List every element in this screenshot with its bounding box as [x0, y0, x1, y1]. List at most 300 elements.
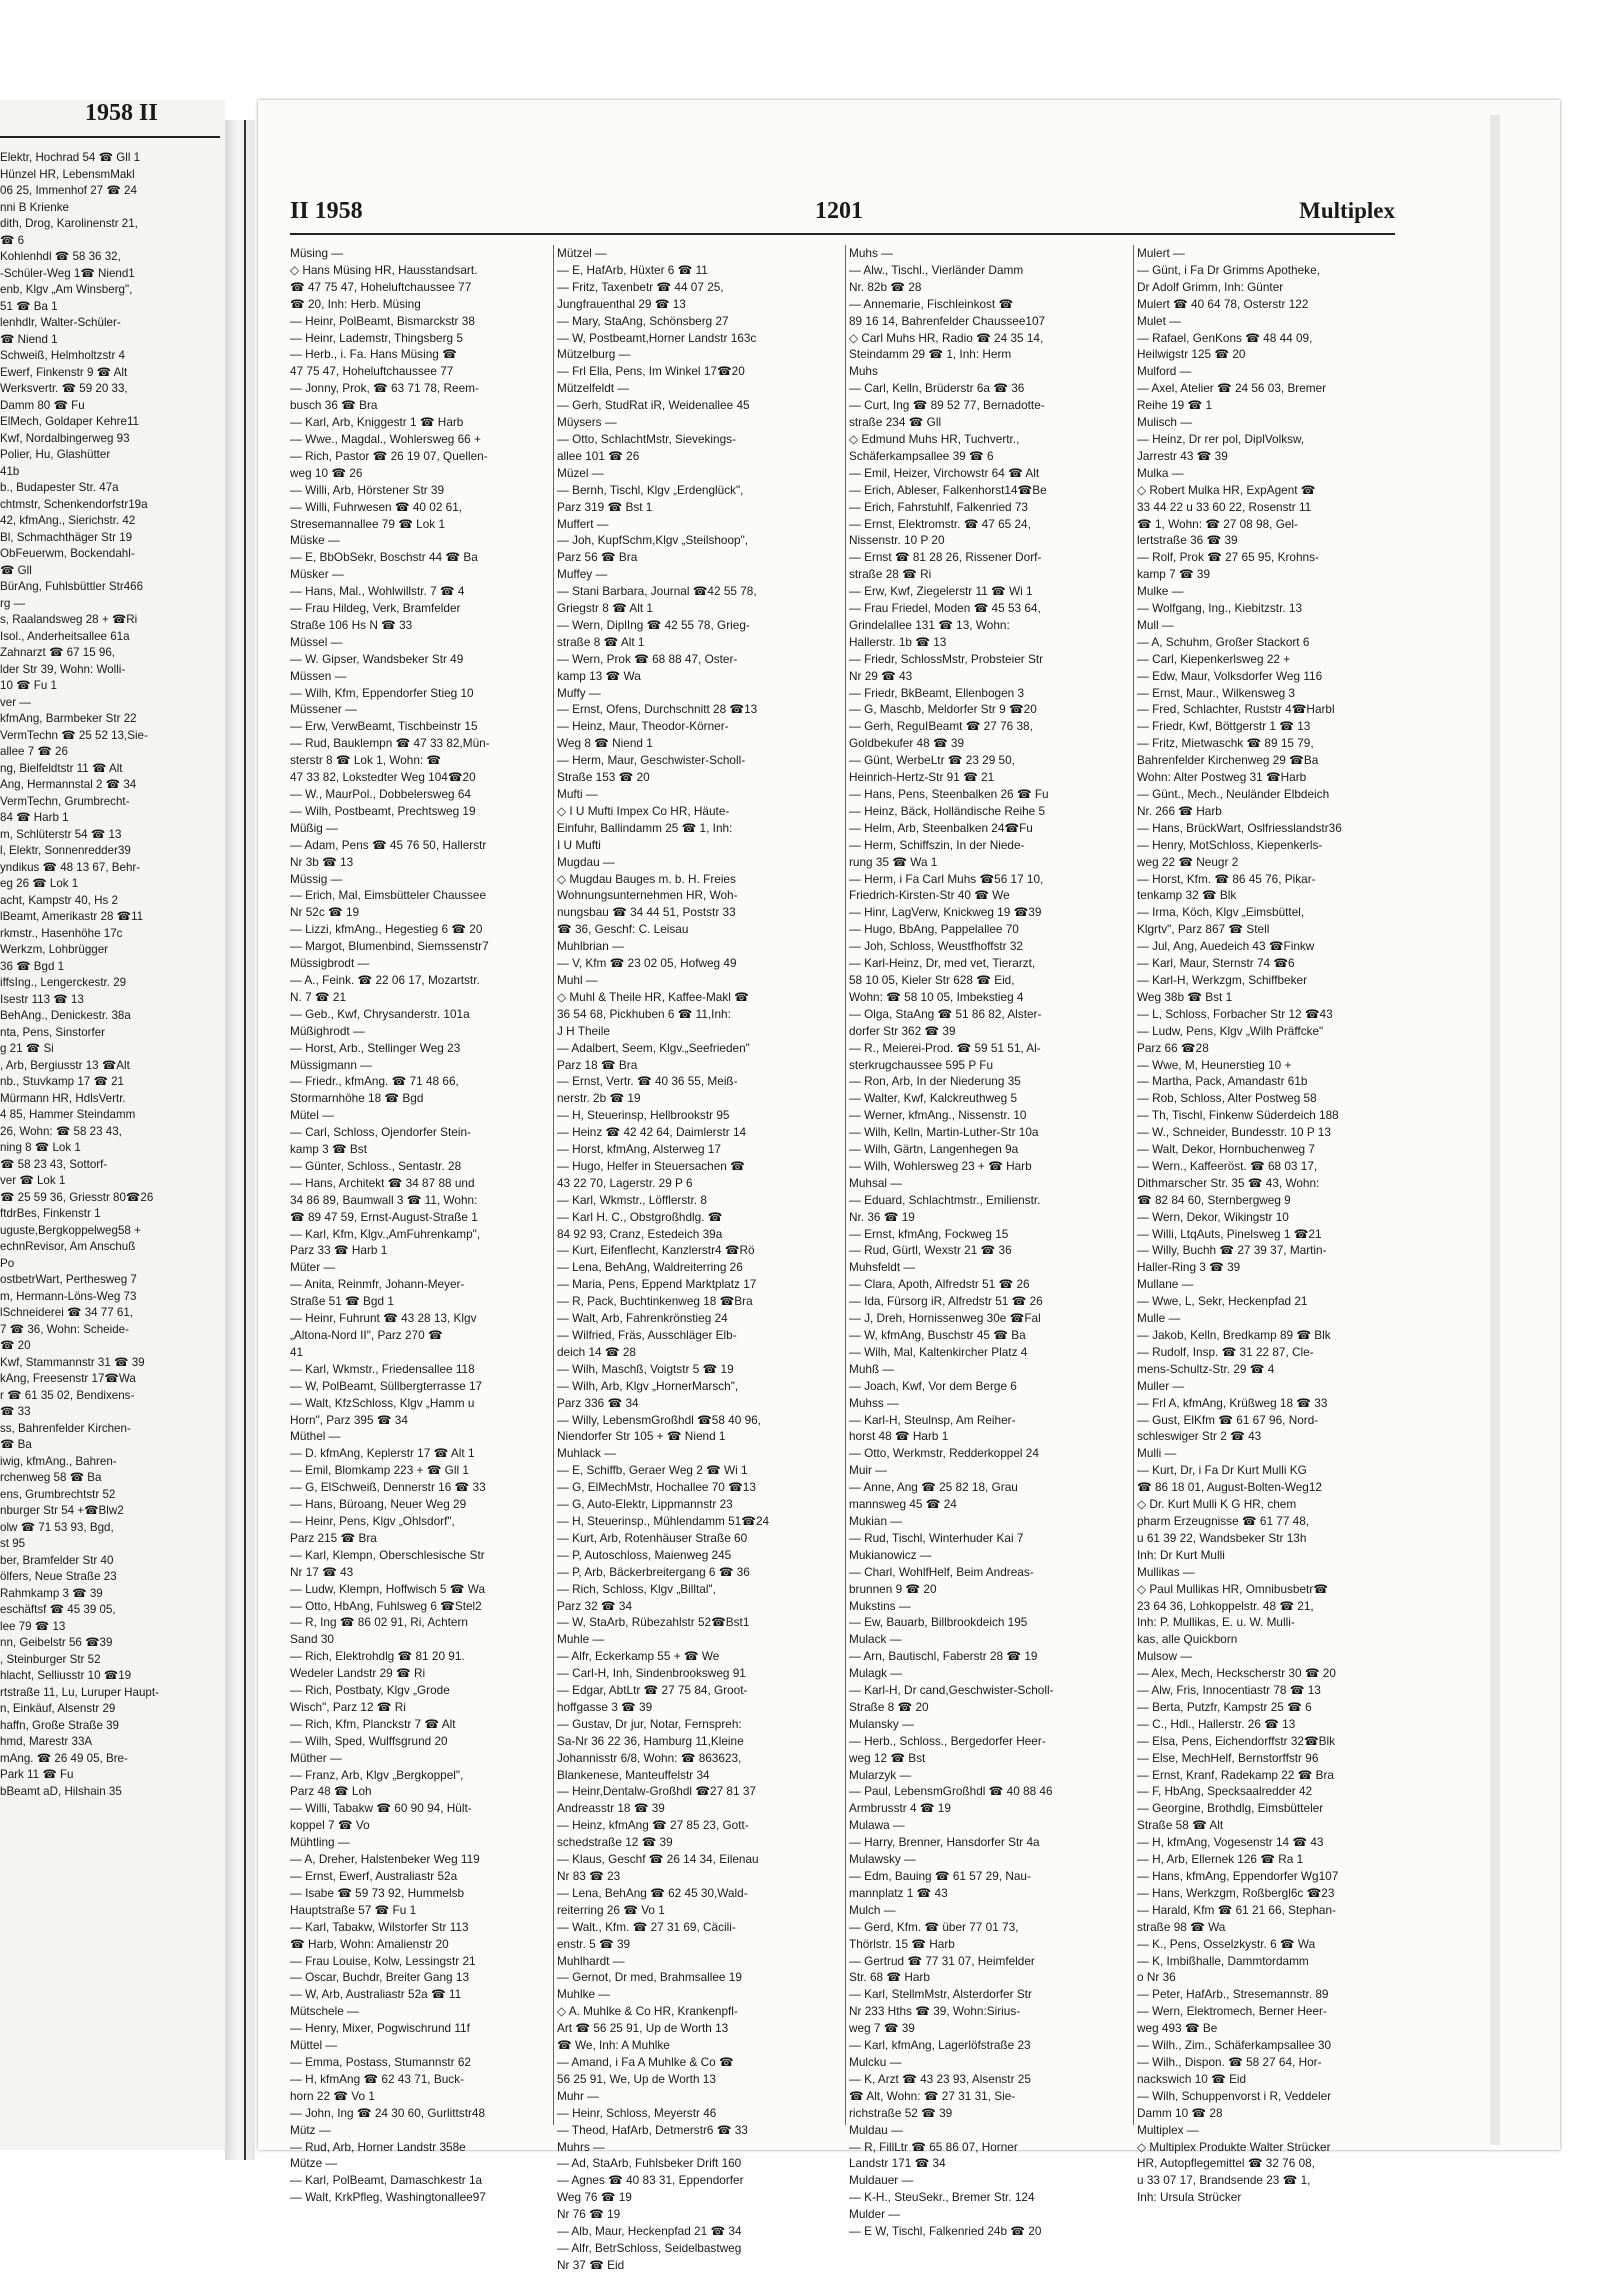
directory-entry-line: Armbrusstr 4 ☎ 19 [849, 1801, 951, 1816]
directory-entry-line: — Heinz, kfmAng ☎ 27 85 23, Gott- [557, 1818, 749, 1833]
margin-line: 06 25, Immenhof 27 ☎ 24 [0, 184, 137, 197]
directory-entry-line: — Walt., Kfm. ☎ 27 31 69, Cäcili- [557, 1919, 736, 1934]
directory-entry-line: — Ernst, Elektromstr. ☎ 47 65 24, [849, 516, 1031, 531]
directory-entry-line: — Karl, Wkmstr., Friedensallee 118 [290, 1361, 475, 1376]
directory-entry-line: Nr 233 Hths ☎ 39, Wohn:Sirius- [849, 2004, 1021, 2019]
directory-entry-line: N. 7 ☎ 21 [290, 989, 347, 1004]
margin-line: hmd, Marestr 33A [0, 1735, 93, 1748]
directory-entry-line: — E, HafArb, Hüxter 6 ☎ 11 [557, 262, 708, 277]
directory-entry-line: ◇ I U Mufti Impex Co HR, Häute- [557, 803, 730, 818]
margin-line: ning 8 ☎ Lok 1 [0, 1141, 81, 1154]
directory-entry-line: ◇ Carl Muhs HR, Radio ☎ 24 35 14, [849, 330, 1044, 345]
directory-entry-line: — Curt, Ing ☎ 89 52 77, Bernadotte- [849, 398, 1045, 413]
directory-entry-line: — Lizzi, kfmAng., Hegestieg 6 ☎ 20 [290, 922, 483, 937]
directory-entry-line: — Karl, Tabakw, Wilstorfer Str 113 [290, 1919, 469, 1934]
margin-line: ☎ 33 [0, 1405, 31, 1418]
directory-entry-line: Nissenstr. 10 P 20 [849, 533, 945, 548]
directory-entry-line: o Nr 36 [1137, 1970, 1176, 1985]
directory-entry-line: — Th, Tischl, Finkenw Süderdeich 188 [1137, 1108, 1339, 1123]
directory-entry-line: Nr 17 ☎ 43 [290, 1564, 354, 1579]
directory-entry-line: — R, Ing ☎ 86 02 91, Ri, Achtern [290, 1615, 468, 1630]
directory-entry-line: straße 8 ☎ Alt 1 [557, 634, 645, 649]
directory-entry-line: — V, Kfm ☎ 23 02 05, Hofweg 49 [557, 956, 737, 971]
directory-entry-line: — Edm, Bauing ☎ 61 57 29, Nau- [849, 1869, 1031, 1883]
directory-entry-line: Parz 33 ☎ Harb 1 [290, 1243, 388, 1258]
directory-entry-line: — Herb., Schloss., Bergedorfer Heer- [849, 1733, 1046, 1748]
directory-entry-line: HR, Autopflegemittel ☎ 32 76 08, [1137, 2156, 1315, 2171]
directory-entry-line: — Rudolf, Insp. ☎ 31 22 87, Cle- [1137, 1344, 1314, 1359]
directory-entry-line: pharm Erzeugnisse ☎ 61 77 48, [1137, 1513, 1310, 1528]
directory-entry-line: weg 7 ☎ 39 [849, 2021, 915, 2036]
directory-entry-line: Nr. 266 ☎ Harb [1137, 803, 1222, 818]
directory-entry-line: — Karl, Maur, Sternstr 74 ☎6 [1137, 956, 1295, 971]
directory-entry-line: Sand 30 [290, 1632, 334, 1647]
directory-entry-line: Heilwigstr 125 ☎ 20 [1137, 347, 1246, 362]
directory-entry-line: — Alw, Fris, Innocentiastr 78 ☎ 13 [1137, 1683, 1321, 1698]
directory-entry-line: Müssel — [290, 634, 343, 649]
directory-entry-line: ◇ Multiplex Produkte Walter Strücker [1137, 2139, 1331, 2154]
directory-entry-line: — Ernst, Ofens, Durchschnitt 28 ☎13 [557, 702, 758, 717]
directory-entry-line: — Günt, i Fa Dr Grimms Apotheke, [1137, 262, 1320, 277]
directory-entry-line: 34 86 89, Baumwall 3 ☎ 11, Wohn: [290, 1192, 478, 1207]
directory-entry-line: Klgrtv", Parz 867 ☎ Stell [1137, 922, 1270, 937]
page-number: 1201 [815, 198, 863, 224]
directory-entry-line: Muhle — [557, 1632, 605, 1647]
directory-entry-line: Dithmarscher Str. 35 ☎ 43, Wohn: [1137, 1175, 1320, 1190]
directory-entry-line: — Gernot, Dr med, Brahmsallee 19 [557, 1970, 742, 1985]
directory-entry-line: 33 44 22 u 33 60 22, Rosenstr 11 [1137, 499, 1312, 514]
directory-entry-line: — Ida, Fürsorg iR, Alfredstr 51 ☎ 26 [849, 1294, 1043, 1309]
directory-entry-line: Mulle — [1137, 1311, 1181, 1326]
directory-entry-line: Wohn: Alter Postweg 31 ☎Harb [1137, 770, 1307, 785]
directory-entry-line: Müter — [290, 1260, 336, 1275]
directory-entry-line: Müzel — [557, 465, 604, 480]
directory-entry-line: Mulert — [1137, 246, 1185, 260]
directory-entry-line: Parz 56 ☎ Bra [557, 550, 638, 565]
margin-line: dith, Drog, Karolinenstr 21, [0, 217, 138, 230]
directory-entry-line: Inh: Dr Kurt Mulli [1137, 1547, 1225, 1562]
margin-line: VermTechn ☎ 25 52 13,Sie- [0, 728, 148, 742]
directory-entry-line: — Elsa, Pens, Eichendorffstr 32☎Blk [1137, 1733, 1336, 1748]
directory-entry-line: — Emil, Heizer, Virchowstr 64 ☎ Alt [849, 465, 1040, 480]
directory-entry-line: Müssigmann — [290, 1057, 372, 1072]
directory-entry-line: — Emma, Postass, Stumannstr 62 [290, 2054, 471, 2069]
directory-entry-line: ☎ 47 75 47, Hoheluftchaussee 77 [290, 279, 472, 294]
directory-entry-line: Sa-Nr 36 22 36, Hamburg 11,Kleine [557, 1733, 744, 1748]
directory-entry-line: — Hugo, BbAng, Pappelallee 70 [849, 922, 1019, 937]
directory-entry-line: Mützelburg — [557, 347, 631, 362]
directory-entry-line: — L, Schloss, Forbacher Str 12 ☎43 [1137, 1006, 1333, 1021]
directory-entry-line: — Horst, kfmAng, Alsterweg 17 [557, 1142, 721, 1157]
directory-entry-line: — Friedr, Kwf, Böttgerstr 1 ☎ 13 [1137, 719, 1311, 734]
directory-entry-line: — Alfr, Eckerkamp 55 + ☎ We [557, 1649, 720, 1664]
margin-line: iwig, kfmAng., Bahren- [0, 1454, 117, 1468]
directory-entry-line: — Erw, VerwBeamt, Tischbeinstr 15 [290, 719, 478, 734]
directory-entry-line: Wohn: ☎ 58 10 05, Imbekstieg 4 [849, 989, 1024, 1004]
margin-line: 42, kfmAng., Sierichstr. 42 [0, 514, 136, 527]
directory-entry-line: ☎ Alt, Wohn: ☎ 27 31 31, Sie- [849, 2088, 1016, 2103]
margin-line: Isestr 113 ☎ 13 [0, 992, 84, 1006]
directory-entry-line: — Horst, Arb., Stellinger Weg 23 [290, 1040, 461, 1055]
directory-entry-line: — Carl, Schloss, Ojendorfer Stein- [290, 1125, 471, 1140]
margin-line: lee 79 ☎ 13 [0, 1619, 66, 1633]
directory-entry-line: — Gerh, StudRat iR, Weidenallee 45 [557, 398, 750, 413]
directory-entry-line: Mulisch — [1137, 415, 1193, 430]
directory-entry-line: — R, FillLtr ☎ 65 86 07, Horner [849, 2139, 1018, 2154]
margin-line: enb, Klgv „Am Winsberg", [0, 283, 133, 296]
margin-line: 51 ☎ Ba 1 [0, 299, 58, 313]
header-rule [290, 233, 1395, 235]
directory-entry-line: — Wilh, Sped, Wulffsgrund 20 [290, 1733, 448, 1748]
directory-entry-line: dorfer Str 362 ☎ 39 [849, 1023, 956, 1038]
directory-entry-line: Muir — [849, 1463, 888, 1478]
directory-entry-line: — W, StaArb, Rübezahlstr 52☎Bst1 [557, 1615, 750, 1630]
directory-entry-line: — Gustav, Dr jur, Notar, Fernspreh: [557, 1716, 742, 1731]
directory-entry-line: — K, Imbißhalle, Dammtordamm [1137, 1953, 1309, 1968]
directory-entry-line: — Joh, Schloss, Weustfhoffstr 32 [849, 939, 1023, 954]
directory-entry-line: — K., Pens, Osselzkystr. 6 ☎ Wa [1137, 1936, 1316, 1951]
directory-entry-line: — Günter, Schloss., Sentastr. 28 [290, 1158, 462, 1173]
directory-entry-line: — H, Steuerinsp, Hellbrookstr 95 [557, 1108, 730, 1123]
directory-entry-line: — Gerd, Kfm. ☎ über 77 01 73, [849, 1919, 1019, 1934]
directory-entry-line: — Wilh, Postbeamt, Prechtsweg 19 [290, 803, 476, 818]
directory-column-2 [557, 245, 829, 2274]
margin-line: ☎ 58 23 43, Sottorf- [0, 1157, 108, 1171]
directory-entry-line: Mulagk — [849, 1666, 903, 1681]
directory-entry-line: Mütschele — [290, 2004, 359, 2019]
directory-entry-line: Art ☎ 56 25 91, Up de Worth 13 [557, 2021, 729, 2036]
directory-entry-line: — Margot, Blumenbind, Siemssenstr7 [290, 939, 489, 954]
directory-entry-line: Muhß — [849, 1361, 895, 1376]
directory-entry-line: Nr. 36 ☎ 19 [849, 1209, 915, 1224]
directory-entry-line: horn 22 ☎ Vo 1 [290, 2088, 375, 2103]
directory-entry-line: — Frl A, kfmAng, Krüßweg 18 ☎ 33 [1137, 1395, 1328, 1410]
directory-entry-line: Mularzyk — [849, 1767, 912, 1782]
directory-entry-line: Müssig — [290, 871, 343, 886]
directory-entry-line: 89 16 14, Bahrenfelder Chaussee107 [849, 313, 1046, 328]
directory-entry-line: weg 10 ☎ 26 [290, 465, 363, 480]
directory-entry-line: — Rich, Elektrohdlg ☎ 81 20 91. [290, 1649, 465, 1664]
directory-entry-line: Muhlhardt — [557, 1953, 625, 1968]
directory-entry-line: ☎ 89 47 59, Ernst-August-Straße 1 [290, 1209, 478, 1224]
directory-entry-line: — W, Arb, Australiastr 52a ☎ 11 [290, 1987, 462, 2002]
directory-entry-line: horst 48 ☎ Harb 1 [849, 1429, 949, 1444]
directory-entry-line: Mukianowicz — [849, 1547, 932, 1562]
directory-entry-line: J H Theile [557, 1023, 610, 1038]
margin-line: eschäftsf ☎ 45 39 05, [0, 1603, 116, 1616]
directory-entry-line: ◇ Edmund Muhs HR, Tuchvertr., [849, 431, 1020, 446]
directory-entry-line: — Martha, Pack, Amandastr 61b [1137, 1074, 1308, 1089]
page-section-label: II 1958 [290, 198, 363, 224]
directory-entry-line: — Erich, Mal, Eimsbütteler Chaussee [290, 888, 487, 903]
directory-entry-line: — H, Steuerinsp., Mühlendamm 51☎24 [557, 1513, 770, 1528]
directory-entry-line: Str. 68 ☎ Harb [849, 1970, 930, 1985]
directory-entry-line: mannplatz 1 ☎ 43 [849, 1885, 948, 1900]
directory-entry-line: straße 28 ☎ Ri [849, 567, 932, 582]
directory-entry-line: — G, Maschb, Meldorfer Str 9 ☎20 [849, 702, 1037, 717]
margin-line: Kohlenhdl ☎ 58 36 32, [0, 250, 121, 263]
directory-entry-line: ◇ Robert Mulka HR, ExpAgent ☎ [1137, 482, 1316, 497]
directory-entry-line: — Karl, Klempn, Oberschlesische Str [290, 1547, 485, 1562]
directory-entry-line: — Edw, Maur, Volksdorfer Weg 116 [1137, 668, 1323, 683]
directory-entry-line: — Gerh, ReguIBeamt ☎ 27 76 38, [849, 719, 1033, 734]
directory-entry-line: Mütz — [290, 2122, 331, 2137]
directory-entry-line: — Rud, Gürtl, Wexstr 21 ☎ 36 [849, 1243, 1012, 1258]
directory-entry-line: sterkrugchaussee 595 P Fu [849, 1057, 994, 1072]
directory-entry-line: ☎ 1, Wohn: ☎ 27 08 98, Gel- [1137, 516, 1298, 531]
directory-entry-line: — Anita, Reinmfr, Johann-Meyer- [290, 1277, 465, 1292]
directory-entry-line: u 33 07 17, Brandsende 23 ☎ 1, [1137, 2173, 1311, 2188]
directory-entry-line: — Rafael, GenKons ☎ 48 44 09, [1137, 330, 1313, 345]
directory-entry-line: — Frau Friedel, Moden ☎ 45 53 64, [849, 601, 1041, 616]
margin-line: nb., Stuvkamp 17 ☎ 21 [0, 1075, 125, 1088]
directory-entry-line: — Horst, Kfm. ☎ 86 45 76, Pikar- [1137, 871, 1316, 886]
margin-line: nni B Krienke [0, 200, 69, 214]
directory-entry-line: — Ernst ☎ 81 28 26, Rissener Dorf- [849, 550, 1042, 565]
margin-line: Damm 80 ☎ Fu [0, 398, 85, 412]
directory-entry-line: — Wern, Dekor, Wikingstr 10 [1137, 1209, 1289, 1224]
directory-entry-line: — Ew, Bauarb, Billbrookdeich 195 [849, 1615, 1028, 1630]
directory-entry-line: — Ernst, Vertr. ☎ 40 36 55, Meiß- [557, 1074, 738, 1089]
directory-entry-line: kamp 3 ☎ Bst [290, 1142, 367, 1157]
directory-entry-line: — Rich, Pastor ☎ 26 19 07, Quellen- [290, 448, 488, 463]
margin-line: BehAng., Denickestr. 38a [0, 1009, 131, 1022]
directory-entry-line: — Georgine, Brothdlg, Eimsbütteler [1137, 1801, 1324, 1816]
directory-entry-line: ☎ 82 84 60, Sternbergweg 9 [1137, 1192, 1291, 1207]
margin-line: Zahnarzt ☎ 67 15 96, [0, 646, 115, 659]
directory-entry-line: — Karl, Arb, Kniggestr 1 ☎ Harb [290, 415, 464, 430]
directory-entry-line: weg 22 ☎ Neugr 2 [1137, 854, 1239, 869]
directory-entry-line: kamp 7 ☎ 39 [1137, 567, 1211, 582]
directory-entry-line: Müsker — [290, 567, 344, 582]
directory-entry-line: Johannisstr 6/8, Wohn: ☎ 863623, [557, 1750, 742, 1765]
margin-line: VermTechn, Grumbrecht- [0, 794, 130, 808]
directory-entry-line: Muhlack — [557, 1446, 617, 1461]
directory-entry-line: Müysers — [557, 415, 617, 430]
directory-entry-line: Nr 83 ☎ 23 [557, 1869, 621, 1883]
margin-line: s, Raalandsweg 28 + ☎Ri [0, 613, 138, 626]
directory-entry-line: Nr 52c ☎ 19 [290, 905, 360, 920]
directory-entry-line: — Karl, kfmAng, Lagerlöfstraße 23 [849, 2038, 1031, 2053]
directory-entry-line: — Lena, BehAng ☎ 62 45 30,Wald- [557, 1885, 748, 1900]
directory-entry-line: — G, ElMechMstr, Hochallee 70 ☎13 [557, 1480, 756, 1495]
directory-entry-line: — D. kfmAng, Keplerstr 17 ☎ Alt 1 [290, 1446, 475, 1461]
margin-line: lBeamt, Amerikastr 28 ☎11 [0, 910, 144, 923]
directory-entry-line: nackswich 10 ☎ Eid [1137, 2071, 1247, 2086]
directory-entry-line: — Hans, Pens, Steenbalken 26 ☎ Fu [849, 787, 1049, 801]
directory-entry-line: Weg 8 ☎ Niend 1 [557, 736, 653, 751]
directory-entry-line: — Wilh, Kelln, Martin-Luther-Str 10a [849, 1125, 1039, 1140]
directory-entry-line: Müther — [290, 1750, 342, 1765]
margin-line: kfmAng, Barmbeker Str 22 [0, 712, 137, 725]
directory-entry-line: — H, Arb, Ellernek 126 ☎ Ra 1 [1137, 1852, 1304, 1867]
directory-entry-line: — Erich, Fahrstuhlf, Falkenried 73 [849, 499, 1028, 514]
directory-entry-line: — Wilh, Gärtn, Langenhegen 9a [849, 1142, 1019, 1157]
directory-entry-line: Muhsal — [849, 1175, 903, 1190]
directory-entry-line: — Günt., Mech., Neuländer Elbdeich [1137, 787, 1330, 801]
directory-entry-line: Schäferkampsallee 39 ☎ 6 [849, 448, 994, 463]
directory-entry-line: — Franz, Arb, Klgv „Bergkoppel", [290, 1767, 464, 1782]
directory-entry-line: — Mary, StaAng, Schönsberg 27 [557, 313, 729, 328]
directory-entry-line: 47 33 82, Lokstedter Weg 104☎20 [290, 770, 476, 785]
directory-entry-line: 41 [290, 1344, 304, 1359]
directory-entry-line: — Emil, Blomkamp 223 + ☎ Gll 1 [290, 1463, 469, 1478]
directory-entry-line: — Walter, Kwf, Kalckreuthweg 5 [849, 1091, 1018, 1106]
margin-line: rkmstr., Hasenhöhe 17c [0, 926, 123, 940]
margin-line: ftdrBes, Finkenstr 1 [0, 1207, 101, 1220]
directory-entry-line: 58 10 05, Kieler Str 628 ☎ Eid, [849, 972, 1015, 987]
margin-line: olw ☎ 71 53 93, Bgd, [0, 1520, 114, 1534]
directory-entry-line: — Joh, KupfSchm,Klgv „Steilshoop", [557, 533, 749, 548]
directory-entry-line: — Herm, i Fa Carl Muhs ☎56 17 10, [849, 871, 1044, 886]
directory-entry-line: — H, kfmAng ☎ 62 43 71, Buck- [290, 2071, 465, 2086]
margin-line: Polier, Hu, Glashütter [0, 448, 111, 461]
directory-entry-line: Parz 18 ☎ Bra [557, 1057, 638, 1072]
directory-entry-line: — Fritz, Mietwaschk ☎ 89 15 79, [1137, 736, 1314, 751]
directory-entry-line: — Klaus, Geschf ☎ 26 14 34, Eilenau [557, 1852, 759, 1867]
directory-entry-line: — W. Gipser, Wandsbeker Str 49 [290, 651, 464, 666]
directory-entry-line: — A, Dreher, Halstenbeker Weg 119 [290, 1852, 480, 1867]
margin-line: Ang, Hermannstal 2 ☎ 34 [0, 778, 137, 791]
directory-entry-line: — Adalbert, Seem, Klgv.„Seefrieden" [557, 1040, 750, 1055]
directory-entry-line: ◇ Dr. Kurt Mulli K G HR, chem [1137, 1497, 1297, 1512]
directory-entry-line: Müthel — [290, 1429, 341, 1444]
directory-entry-line: Muhs — [849, 246, 893, 260]
directory-entry-line: 56 25 91, We, Up de Worth 13 [557, 2071, 716, 2086]
margin-line: , Arb, Bergiusstr 13 ☎Alt [0, 1058, 130, 1072]
directory-entry-line: — Henry, Mixer, Pogwischrund 11f [290, 2021, 470, 2036]
margin-line: Elektr, Hochrad 54 ☎ Gll 1 [0, 151, 141, 164]
directory-entry-line: Muldauer — [849, 2173, 914, 2188]
directory-entry-line: busch 36 ☎ Bra [290, 398, 378, 413]
page-header [290, 198, 1395, 232]
directory-entry-line: — P, Autoschloss, Maienweg 245 [557, 1547, 732, 1562]
directory-entry-line: — W., Schneider, Bundesstr. 10 P 13 [1137, 1125, 1331, 1140]
directory-entry-line: Mulert ☎ 40 64 78, Osterstr 122 [1137, 296, 1309, 311]
directory-entry-line: — Friedr, SchlossMstr, Probsteier Str [849, 651, 1044, 666]
directory-entry-line: rung 35 ☎ Wa 1 [849, 854, 938, 869]
margin-line: Bl, Schmachthäger Str 19 [0, 530, 133, 544]
directory-entry-line: — Alw., Tischl., Vierländer Damm [849, 262, 1024, 277]
margin-line: ens, Grumbrechtstr 52 [0, 1487, 116, 1501]
directory-entry-line: Muffey — [557, 567, 608, 582]
directory-entry-line: Landstr 171 ☎ 34 [849, 2156, 946, 2171]
directory-entry-line: Straße 58 ☎ Alt [1137, 1818, 1224, 1833]
directory-entry-line: Mulansky — [849, 1716, 914, 1731]
directory-entry-line: — Anne, Ang ☎ 25 82 18, Grau [849, 1480, 1018, 1495]
directory-entry-line: Wohnungsunternehmen HR, Woh- [557, 888, 738, 903]
directory-entry-line: Mütze — [290, 2156, 338, 2171]
margin-line: Ewerf, Finkenstr 9 ☎ Alt [0, 365, 128, 379]
directory-entry-line: — Wilh, Kfm, Eppendorfer Stieg 10 [290, 685, 474, 700]
directory-entry-line: schleswiger Str 2 ☎ 43 [1137, 1429, 1262, 1444]
directory-entry-line: weg 12 ☎ Bst [849, 1750, 926, 1765]
directory-entry-line: Griegstr 8 ☎ Alt 1 [557, 601, 653, 616]
directory-entry-line: — Henry, MotSchloss, Kiepenkerls- [1137, 837, 1323, 852]
directory-entry-line: Muller — [1137, 1378, 1185, 1393]
directory-entry-line: — Hans, Büroang, Neuer Weg 29 [290, 1497, 467, 1512]
margin-line: ostbetrWart, Perthesweg 7 [0, 1273, 137, 1286]
directory-entry-line: — Rich, Schloss, Klgv „Billtal", [557, 1581, 716, 1596]
directory-entry-line: — Herm, Maur, Geschwister-Scholl- [557, 753, 746, 768]
directory-entry-line: — Rud, Tischl, Winterhuder Kai 7 [849, 1530, 1024, 1545]
directory-entry-line: — Kurt, Dr, i Fa Dr Kurt Mulli KG [1137, 1463, 1307, 1478]
directory-entry-line: — Edgar, AbtLtr ☎ 27 75 84, Groot- [557, 1683, 748, 1698]
margin-line: mAng. ☎ 26 49 05, Bre- [0, 1751, 128, 1765]
directory-entry-line: Mütel — [290, 1108, 334, 1123]
directory-entry-line: Straße 8 ☎ 20 [849, 1699, 929, 1714]
directory-entry-line: Einfuhr, Ballindamm 25 ☎ 1, Inh: [557, 820, 733, 835]
directory-entry-line: Mulsow — [1137, 1649, 1193, 1664]
directory-entry-line: — Wilh, Mal, Kaltenkircher Platz 4 [849, 1344, 1028, 1359]
directory-entry-line: nerstr. 2b ☎ 19 [557, 1091, 641, 1106]
margin-line: b., Budapester Str. 47a [0, 481, 119, 494]
directory-entry-line: ◇ A. Muhlke & Co HR, Krankenpfl- [557, 2004, 738, 2019]
directory-entry-line: Mullane — [1137, 1277, 1194, 1292]
directory-entry-line: Inh: Ursula Strücker [1137, 2190, 1242, 2205]
directory-column-3 [849, 245, 1121, 2240]
directory-entry-line: — Heinr, Fuhrunt ☎ 43 28 13, Klgv [290, 1311, 477, 1326]
left-page-margin-column [0, 150, 222, 1800]
directory-entry-line: — Heinz, Dr rer pol, DiplVolksw, [1137, 431, 1305, 446]
directory-entry-line: Mulli — [1137, 1446, 1177, 1461]
directory-entry-line: — Annemarie, Fischleinkost ☎ [849, 296, 1014, 311]
margin-line: ☎ Gll [0, 563, 32, 577]
directory-entry-line: schedstraße 12 ☎ 39 [557, 1835, 673, 1850]
directory-entry-line: — C., Hdl., Hallerstr. 26 ☎ 13 [1137, 1716, 1296, 1731]
directory-entry-line: — Wilh, Maschß, Voigtstr 5 ☎ 19 [557, 1361, 734, 1376]
directory-entry-line: — Else, MechHelf, Bernstorffstr 96 [1137, 1750, 1319, 1765]
directory-entry-line: — Theod, HafArb, Detmerstr6 ☎ 33 [557, 2122, 748, 2137]
directory-entry-line: — A., Feink. ☎ 22 06 17, Mozartstr. [290, 972, 480, 987]
directory-entry-line: — Agnes ☎ 40 83 31, Eppendorfer [557, 2173, 744, 2188]
directory-entry-line: — Alfr, BetrSchloss, Seidelbastweg [557, 2240, 742, 2255]
directory-entry-line: — Ernst, kfmAng, Fockweg 15 [849, 1226, 1009, 1241]
directory-entry-line: „Altona-Nord II", Parz 270 ☎ [290, 1328, 443, 1342]
directory-entry-line: Andreasstr 18 ☎ 39 [557, 1801, 665, 1816]
directory-entry-line: mens-Schultz-Str. 29 ☎ 4 [1137, 1361, 1275, 1376]
directory-entry-line: — Karl, PolBeamt, Damaschkestr 1a [290, 2173, 483, 2188]
margin-line: l, Elektr, Sonnenredder39 [0, 844, 131, 857]
directory-entry-line: Parz 215 ☎ Bra [290, 1530, 377, 1545]
directory-entry-line: Wisch", Parz 12 ☎ Ri [290, 1699, 406, 1714]
directory-entry-line: Mulke — [1137, 584, 1184, 599]
directory-entry-line: — Otto, Werkmstr, Redderkoppel 24 [849, 1446, 1039, 1461]
directory-entry-line: 23 64 36, Lohkoppelstr. 48 ☎ 21, [1137, 1598, 1314, 1613]
column-divider [553, 245, 554, 2125]
directory-entry-line: — K-H., SteuSekr., Bremer Str. 124 [849, 2190, 1035, 2205]
directory-entry-line: ◇ Muhl & Theile HR, Kaffee-Makl ☎ [557, 989, 749, 1004]
directory-entry-line: Müssener — [290, 702, 357, 717]
directory-entry-line: — Herm, Schiffszin, In der Niede- [849, 837, 1025, 852]
directory-entry-line: Nr 3b ☎ 13 [290, 854, 354, 869]
directory-entry-line: — Ad, StaArb, Fuhlsbeker Drift 160 [557, 2156, 742, 2171]
directory-entry-line: — G, Auto-Elektr, Lippmannstr 23 [557, 1497, 733, 1512]
directory-entry-line: — Kurt, Eifenflecht, Kanzlerstr4 ☎Rö [557, 1243, 755, 1258]
directory-entry-line: — Karl, Wkmstr., Löfflerstr. 8 [557, 1192, 707, 1207]
directory-entry-line: — Peter, HafArb., Stresemannstr. 89 [1137, 1987, 1329, 2002]
directory-entry-line: — Heinz, Bäck, Holländische Reihe 5 [849, 803, 1046, 818]
directory-entry-line: Niendorfer Str 105 + ☎ Niend 1 [557, 1429, 726, 1444]
margin-line: Werkzm, Lohbrügger [0, 943, 109, 956]
directory-entry-line: koppel 7 ☎ Vo [290, 1818, 370, 1833]
directory-entry-line: Müßighrodt — [290, 1023, 365, 1038]
directory-entry-line: — Berta, Putzfr, Kampstr 25 ☎ 6 [1137, 1699, 1312, 1714]
directory-entry-line: Mulack — [849, 1632, 902, 1647]
directory-entry-line: Straße 106 Hs N ☎ 33 [290, 617, 413, 632]
directory-entry-line: — Walt, Dekor, Hornbuchenweg 7 [1137, 1142, 1315, 1157]
margin-line: Werksvertr. ☎ 59 20 33, [0, 382, 128, 395]
